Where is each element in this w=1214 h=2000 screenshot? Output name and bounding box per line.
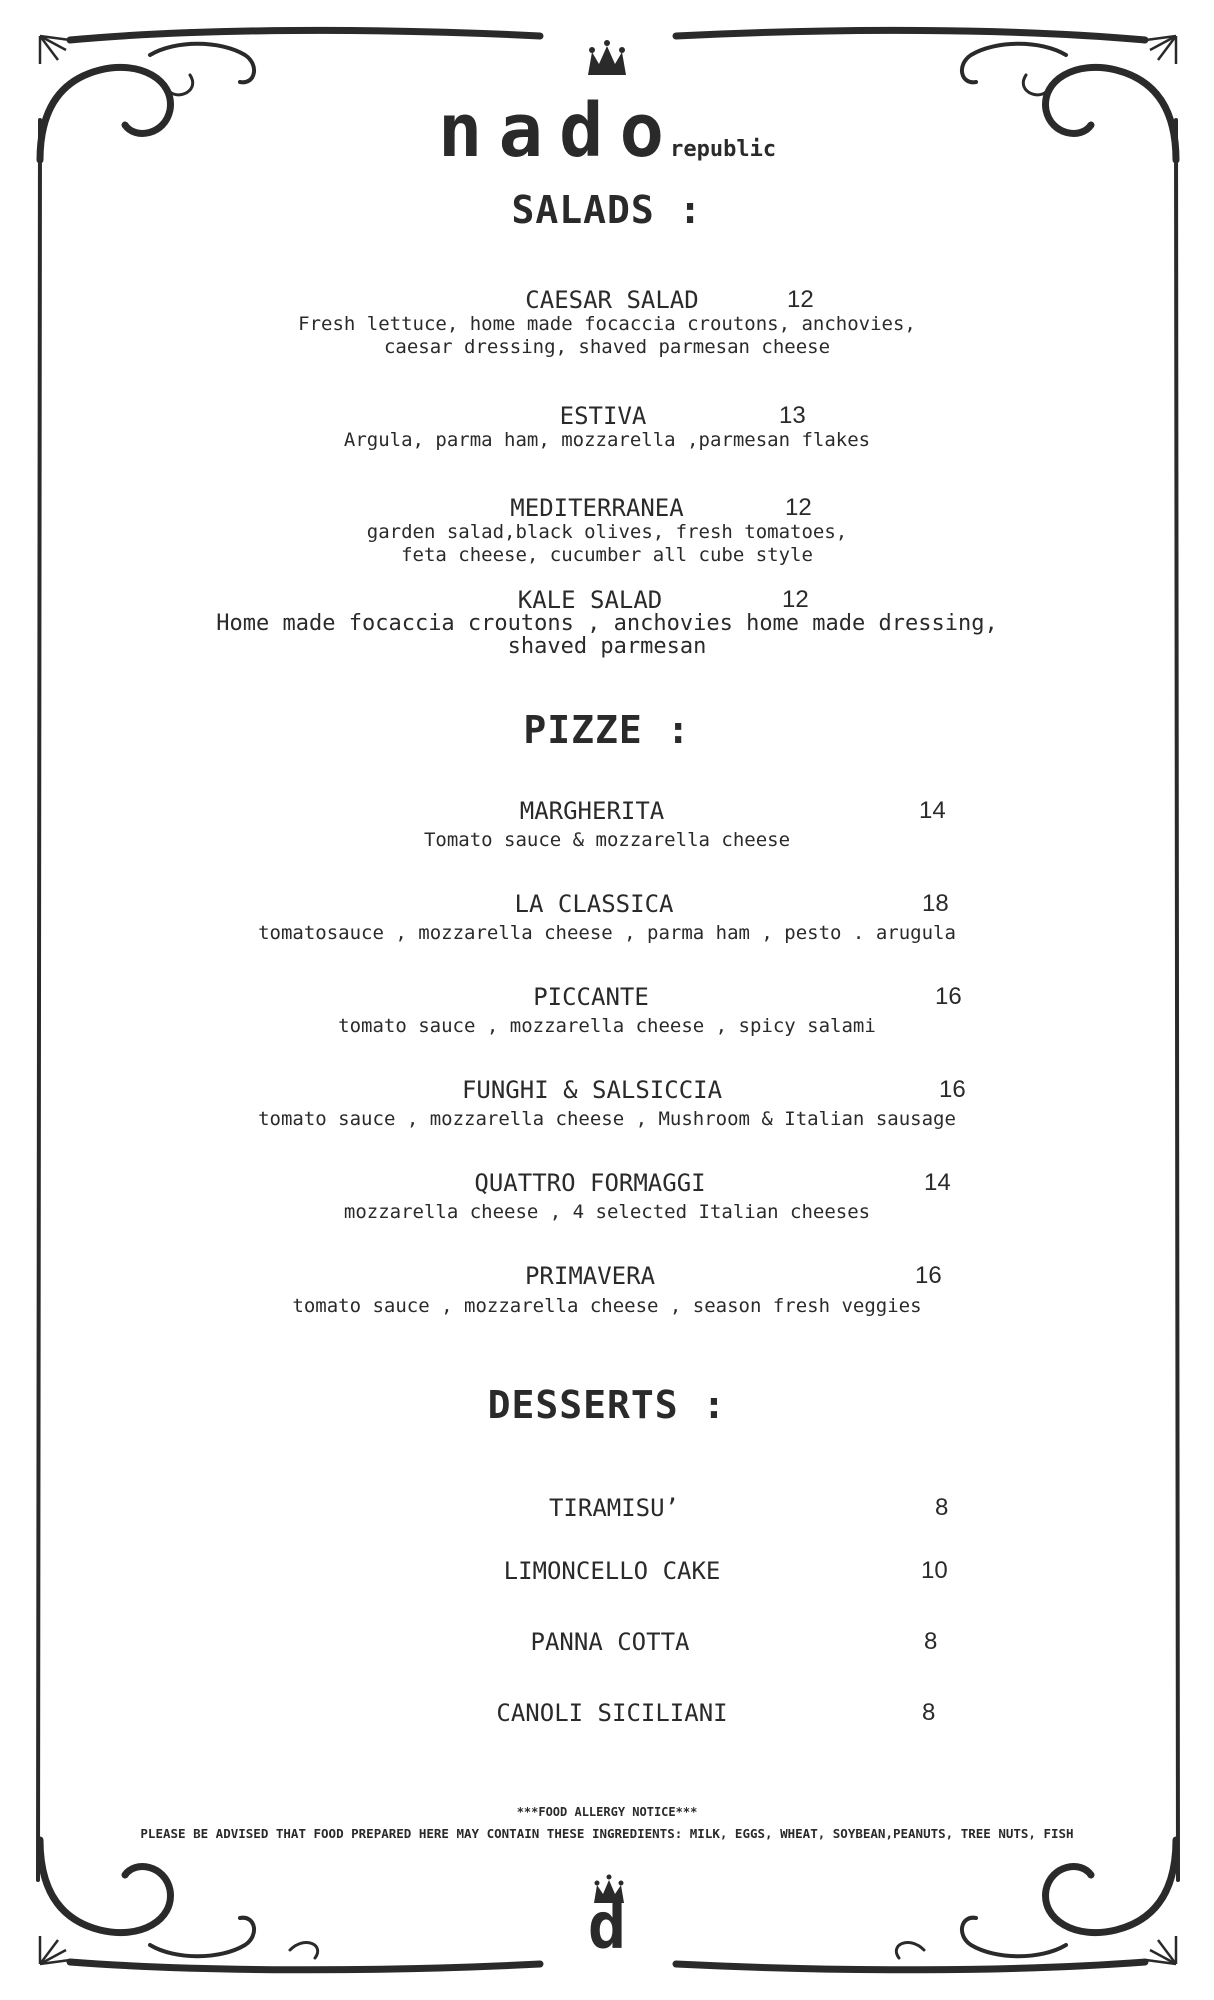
menu-item-name: LA CLASSICA [514,890,674,918]
menu-item-description: Argula, parma ham, mozzarella ,parmesan flakes [343,429,871,451]
menu-item-price: 13 [779,402,806,429]
menu-item-price: 8 [935,1494,949,1521]
menu-item-price: 14 [924,1169,951,1196]
menu-item-description: feta cheese, cucumber all cube style [401,544,813,566]
menu-item-name: PANNA COTTA [530,1628,690,1656]
bottom-left-swoosh [70,1962,540,1970]
menu-item-name: KALE SALAD [517,586,663,614]
menu-item-price: 16 [939,1076,966,1103]
brand-logo [0,88,1214,174]
top-right-swoosh [676,30,1145,40]
menu-item-name: FUNGHI & SALSICCIA [461,1076,723,1104]
menu-item-price: 14 [919,797,946,824]
menu-item-description: tomato sauce , mozzarella cheese , Mushroom & Italian sausage [258,1108,956,1130]
section-title-salads: SALADS : [511,188,703,232]
menu-item-price: 10 [921,1557,948,1584]
menu-item-name: MEDITERRANEA [510,494,684,522]
menu-item-description: tomato sauce , mozzarella cheese , season fresh veggies [292,1295,922,1317]
left-border-line [38,120,40,1880]
menu-item-price: 12 [782,586,809,613]
footer-logo-letter: d [587,1890,627,1964]
allergy-notice-title: ***FOOD ALLERGY NOTICE*** [516,1805,698,1819]
menu-item-description: caesar dressing, shaved parmesan cheese [383,336,831,358]
section-title-desserts: DESSERTS : [487,1383,727,1427]
menu-item-price: 8 [922,1699,936,1726]
menu-item-name: LIMONCELLO CAKE [503,1557,721,1585]
menu-item-price: 16 [935,983,962,1010]
menu-item-name: TIRAMISU’ [548,1494,680,1522]
menu-item-name: ESTIVA [559,402,647,430]
menu-item-price: 12 [785,494,812,521]
top-crown-icon [588,40,626,75]
top-right-fan-icon [1146,36,1176,64]
menu-item-name: PRIMAVERA [524,1262,656,1290]
top-left-fan-icon [40,36,70,64]
right-border-line [1176,120,1178,1880]
menu-item-description: tomato sauce , mozzarella cheese , spicy salami [338,1015,876,1037]
brand-suffix: republic [670,137,777,162]
top-left-swoosh [70,30,540,40]
menu-item-price: 18 [922,890,949,917]
menu-item-price: 12 [787,286,814,313]
allergy-notice-text: PLEASE BE ADVISED THAT FOOD PREPARED HERE MAY CONTAIN THESE INGREDIENTS: MILK, EGGS, WHEAT, SOYBEAN,PEANUTS, TREE NUTS, FISH [140,1826,1074,1841]
menu-item-price: 16 [915,1262,942,1289]
bottom-right-swoosh [676,1962,1145,1970]
menu-item-name: CAESAR SALAD [525,286,699,314]
menu-item-name: QUATTRO FORMAGGI [474,1169,706,1197]
menu-item-description: Home made focaccia croutons , anchovies home made dressing, [216,611,998,636]
menu-item-description: shaved parmesan [507,634,707,659]
menu-item-name: MARGHERITA [519,797,665,825]
menu-item-description: mozzarella cheese , 4 selected Italian cheeses [343,1201,871,1223]
menu-item-description: tomatosauce , mozzarella cheese , parma ham , pesto . arugula [258,922,956,944]
menu-item-description: Fresh lettuce, home made focaccia croutons, anchovies, [298,313,916,335]
menu-item-name: PICCANTE [533,983,649,1011]
menu-item-price: 8 [924,1628,938,1655]
menu-item-description: Tomato sauce & mozzarella cheese [423,829,791,851]
brand-name: nado [437,88,681,174]
section-title-pizze: PIZZE : [523,708,691,752]
menu-item-name: CANOLI SICILIANI [496,1699,728,1727]
menu-item-description: garden salad,black olives, fresh tomatoes, [366,521,848,543]
